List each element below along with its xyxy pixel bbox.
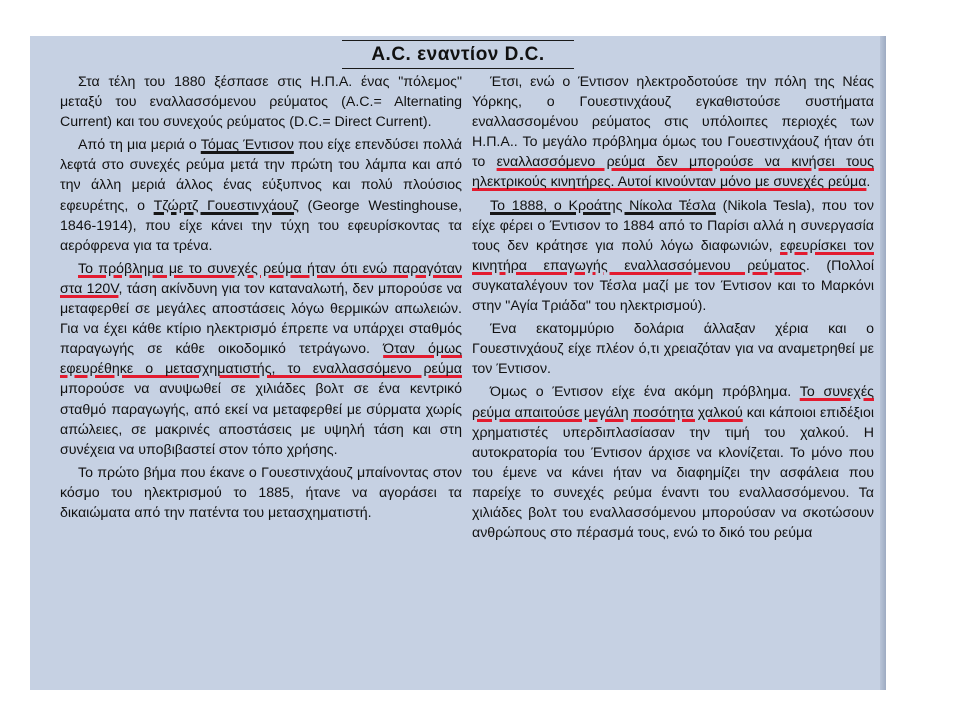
text-run: Έτσι, ενώ ο Έντισον ηλεκτροδοτούσε την πόλη της Νέας Υόρκης, ο Γουεστινχάουζ εγκαθιστούσε συστήματα εναλλασσομένου ρεύματος στις υπόλοιπες περιοχές των Η.Π.Α.. Το μεγάλο πρόβλημα όμως του Γουεστινχάουζ ήταν ότι το bbox=[472, 74, 874, 171]
paragraph: Στα τέλη του 1880 ξέσπασε στις Η.Π.Α. ένας "πόλεμος" μεταξύ του εναλλασσόμενου ρεύματος (A.C.= Alternating Current) και του συνεχούς ρεύματος (D.C.= Direct Current). bbox=[60, 74, 462, 131]
scanned-page bbox=[30, 36, 886, 690]
right-column bbox=[472, 72, 874, 546]
paragraph bbox=[472, 72, 874, 193]
paragraph: Το πρώτο βήμα που έκανε ο Γουεστινχάουζ μπαίνοντας στον κόσμο του ηλεκτρισμού το 1885, ήτανε να αγοράσει τα δικαιώματα από την πατέντα του μετασχηματιστή. bbox=[60, 464, 462, 521]
article-title: A.C. εναντίον D.C. bbox=[371, 44, 545, 65]
paragraph: Ένα εκατομμύριο δολάρια άλλαξαν χέρια και ο Γουεστινχάουζ είχε πλέον ό,τι χρειαζόταν για να αναμετρηθεί με τον Έντισον. bbox=[472, 321, 874, 378]
text-run: Από τη μια μεριά ο bbox=[78, 137, 201, 154]
highlighted-transformer-text: Όταν όμως εφευρέθηκε ο μετασχηματιστής, το εναλλασσόμενο ρεύμα bbox=[60, 341, 463, 378]
text-run: , τάση ακίνδυνη για τον καταναλωτή, δεν μπορούσε να μεταφερθεί σε μεγάλες αποστάσεις λόγω θερμικών απωλειών. Για να έχει κάθε κτίριο ηλεκτρισμό έπρεπε να υπάρχει σταθμός παραγωγής σε κάθε οικοδομικό τετράγωνο. bbox=[60, 280, 462, 358]
underlined-westinghouse-name: Τζώρτζ Γουεστινχάουζ bbox=[153, 197, 299, 214]
highlighted-induction-motor: εφευρίσκει τον κινητήρα επαγωγής εναλλασσόμενου ρεύματος bbox=[472, 237, 874, 274]
title-rule-bottom bbox=[342, 68, 574, 69]
text-run: . bbox=[866, 174, 871, 191]
text-run: (George Westinghouse, 1846-1914), που είχε κάνει την τύχη του εφευρίσκοντας τα αερόφρενα για τα τρένα. bbox=[60, 197, 463, 254]
paragraph bbox=[60, 135, 462, 256]
underlined-edison-name: Τόμας Έντισον bbox=[200, 137, 294, 154]
paragraph bbox=[472, 196, 874, 317]
page-edge-shadow bbox=[880, 36, 886, 690]
underlined-tesla-name: Το 1888, ο Κροάτης Νίκολα Τέσλα bbox=[490, 197, 716, 214]
title-rule-top bbox=[342, 40, 574, 41]
text-run: και κάποιοι επιδέξιοι χρηματιστές υπερδιπλασίασαν την τιμή του χαλκού. Η αυτοκρατορία του Έντισον άρχισε να κλονίζεται. Το μόνο που του έμενε να κάνει ήταν να διαφημίζει την ασφάλεια που παρείχε το συνεχές ρεύμα έναντι του εναλλασσόμενου. Τα χιλιάδες βολτ του εναλλασσόμενου μπορούσαν να σκοτώσουν ανθρώπους στο πέρασμά τους, ενώ το δικό του ρεύμα bbox=[472, 404, 875, 542]
text-run: (Nikola Tesla), που τον είχε φέρει ο Έντισον το 1884 από το Παρίσι αλλά η συνεργασία τους δεν κράτησε για πολύ λόγω διαφωνιών, bbox=[472, 197, 874, 254]
text-run: . (Πολλοί συγκαταλέγουν τον Τέσλα μαζί με τον Έντισον και το Μαρκόνι στην "Αγία Τριάδα" του ηλεκτρισμού). bbox=[472, 257, 874, 315]
paragraph bbox=[60, 259, 462, 460]
highlighted-copper-problem: Το συνεχές ρεύμα απαιτούσε μεγάλη ποσότητα χαλκού bbox=[472, 384, 874, 421]
text-run: μπορούσε να ανυψωθεί σε χιλιάδες βολτ σε ένα κεντρικό σταθμό παραγωγής, από εκεί να μεταφερθεί με σύρματα χωρίς απώλειες, σε μακρινές αποστάσεις με υψηλή τάση και στη συνέχεια να υποβιβαστεί στον τόπο χρήσης. bbox=[60, 381, 462, 458]
highlighted-ac-motor-problem: εναλλασσόμενο ρεύμα δεν μπορούσε να κινήσει τους ηλεκτρικούς κινητήρες. Αυτοί κινούνταν μόνο με συνεχές ρεύμα bbox=[472, 154, 874, 191]
text-run: Όμως ο Έντισον είχε ένα ακόμη πρόβλημα. bbox=[490, 384, 800, 401]
highlighted-dc-problem: Το πρόβλημα με το συνεχές ρεύμα ήταν ότι ενώ παραγόταν στα 120V bbox=[60, 260, 462, 297]
left-column bbox=[60, 72, 462, 526]
text-run: που είχε επενδύσει πολλά λεφτά στο συνεχές ρεύμα μετά την πρώτη του λάμπα και από την άλλη μεριά άλλος ένας εύξυπνος και πολύ πλούσιος εφευρέτης, ο bbox=[60, 137, 462, 214]
paragraph bbox=[472, 382, 874, 543]
